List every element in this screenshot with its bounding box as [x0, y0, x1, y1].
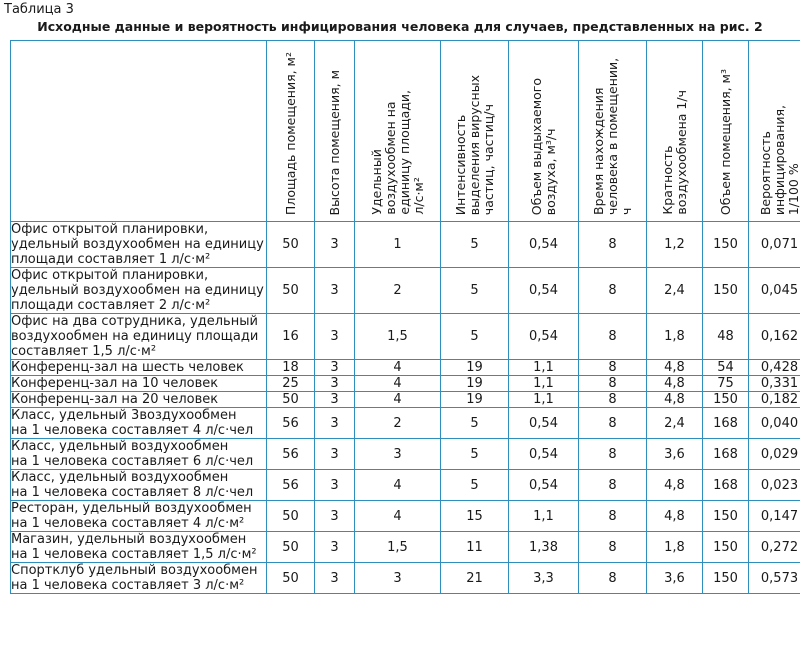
column-header-text: Объем выдыхаемого: [528, 77, 544, 215]
room-description-line: Класс, удельный воздухообмен: [11, 439, 229, 454]
value-cell: 1,5: [355, 532, 441, 563]
column-header-text: Время нахождения: [590, 87, 606, 215]
value-cell: 0,331: [749, 376, 800, 392]
value-cell: 8: [579, 268, 647, 314]
value-cell: 8: [579, 360, 647, 376]
value-cell: 8: [579, 392, 647, 408]
value-cell: 1,1: [509, 501, 579, 532]
table-row: [11, 439, 800, 470]
room-description-cell: [11, 439, 267, 470]
value-cell: 0,182: [749, 392, 800, 408]
column-header-text: воздухообмен на: [382, 101, 398, 215]
room-description-line: Офис открытой планировки,: [11, 222, 209, 237]
table-row: [11, 314, 800, 360]
room-description-line: Офис на два сотрудника, удельный: [11, 314, 258, 329]
column-header: [315, 41, 355, 222]
room-description-line: на 1 человека составляет 4 л/с·м²: [11, 516, 245, 531]
room-description-cell: [11, 360, 267, 376]
value-cell: 2,4: [647, 408, 703, 439]
value-cell: 50: [267, 392, 315, 408]
value-cell: 19: [441, 376, 509, 392]
value-cell: 8: [579, 222, 647, 268]
column-header-text: выделения вирусных: [466, 74, 482, 215]
value-cell: 5: [441, 470, 509, 501]
value-cell: 50: [267, 563, 315, 594]
value-cell: 168: [703, 470, 749, 501]
column-header: [579, 41, 647, 222]
value-cell: 0,162: [749, 314, 800, 360]
value-cell: 0,54: [509, 222, 579, 268]
value-cell: 3: [355, 563, 441, 594]
value-cell: 4,8: [647, 470, 703, 501]
room-description-cell: [11, 470, 267, 501]
value-cell: 150: [703, 222, 749, 268]
table-row: [11, 376, 800, 392]
value-cell: 0,54: [509, 439, 579, 470]
room-description-line: Конференц-зал на шесть человек: [11, 360, 244, 375]
value-cell: 0,272: [749, 532, 800, 563]
value-cell: 5: [441, 222, 509, 268]
data-table: [10, 40, 800, 594]
table-row: [11, 222, 800, 268]
value-cell: 11: [441, 532, 509, 563]
column-header: [267, 41, 315, 222]
value-cell: 3,6: [647, 439, 703, 470]
room-description-line: Конференц-зал на 20 человек: [11, 392, 219, 407]
column-header-text: Интенсивность: [452, 114, 468, 215]
value-cell: 1,1: [509, 376, 579, 392]
value-cell: 4,8: [647, 376, 703, 392]
room-description-line: на 1 человека составляет 1,5 л/с·м²: [11, 547, 257, 562]
value-cell: 1,8: [647, 314, 703, 360]
value-cell: 4: [355, 501, 441, 532]
table-title: Исходные данные и вероятность инфицирования человека для случаев, представленных на рис. 2: [37, 19, 763, 34]
value-cell: 8: [579, 408, 647, 439]
value-cell: 0,573: [749, 563, 800, 594]
value-cell: 2: [355, 268, 441, 314]
value-cell: 168: [703, 439, 749, 470]
value-cell: 150: [703, 392, 749, 408]
value-cell: 0,54: [509, 470, 579, 501]
table-row: [11, 470, 800, 501]
value-cell: 150: [703, 501, 749, 532]
room-description-cell: [11, 222, 267, 268]
value-cell: 0,147: [749, 501, 800, 532]
value-cell: 4: [355, 470, 441, 501]
value-cell: 150: [703, 563, 749, 594]
value-cell: 15: [441, 501, 509, 532]
value-cell: 4: [355, 360, 441, 376]
value-cell: 3: [315, 376, 355, 392]
value-cell: 3: [315, 532, 355, 563]
room-description-cell: [11, 563, 267, 594]
value-cell: 3,3: [509, 563, 579, 594]
value-cell: 25: [267, 376, 315, 392]
value-cell: 0,023: [749, 470, 800, 501]
value-cell: 8: [579, 376, 647, 392]
value-cell: 56: [267, 408, 315, 439]
value-cell: 0,54: [509, 408, 579, 439]
value-cell: 50: [267, 501, 315, 532]
value-cell: 1,8: [647, 532, 703, 563]
value-cell: 50: [267, 268, 315, 314]
value-cell: 4,8: [647, 360, 703, 376]
value-cell: 0,071: [749, 222, 800, 268]
column-header-text: инфицирования,: [771, 104, 787, 215]
header-row: [11, 41, 800, 222]
column-header: [749, 41, 800, 222]
room-description-line: площади составляет 2 л/с·м²: [11, 298, 211, 313]
value-cell: 19: [441, 360, 509, 376]
column-header-text: частиц, частиц/ч: [480, 103, 496, 215]
value-cell: 0,428: [749, 360, 800, 376]
room-description-line: составляет 1,5 л/с·м²: [11, 344, 157, 359]
room-description-line: удельный воздухообмен на единицу: [11, 283, 264, 298]
column-header: [647, 41, 703, 222]
table-row: [11, 501, 800, 532]
column-header-text: 1/100 %: [785, 163, 800, 215]
room-description-cell: [11, 532, 267, 563]
table-label: Таблица 3: [4, 2, 74, 17]
value-cell: 2: [355, 408, 441, 439]
room-description-line: Офис открытой планировки,: [11, 268, 209, 283]
value-cell: 48: [703, 314, 749, 360]
table-row: [11, 408, 800, 439]
value-cell: 8: [579, 563, 647, 594]
value-cell: 3: [355, 439, 441, 470]
table-row: [11, 360, 800, 376]
value-cell: 0,54: [509, 268, 579, 314]
column-header-text: Площадь помещения, м²: [282, 51, 298, 215]
column-header-text: Удельный: [368, 149, 384, 215]
room-description-cell: [11, 392, 267, 408]
value-cell: 16: [267, 314, 315, 360]
value-cell: 56: [267, 470, 315, 501]
column-header-text: Объем помещения, м³: [717, 68, 733, 215]
value-cell: 4: [355, 392, 441, 408]
value-cell: 3: [315, 314, 355, 360]
value-cell: 8: [579, 314, 647, 360]
value-cell: 21: [441, 563, 509, 594]
value-cell: 8: [579, 439, 647, 470]
value-cell: 150: [703, 532, 749, 563]
value-cell: 5: [441, 439, 509, 470]
value-cell: 3: [315, 408, 355, 439]
room-description-cell: [11, 268, 267, 314]
room-description-cell: [11, 501, 267, 532]
value-cell: 1,1: [509, 392, 579, 408]
room-description-line: Класс, удельный 3воздухообмен: [11, 408, 237, 423]
value-cell: 75: [703, 376, 749, 392]
value-cell: 1,1: [509, 360, 579, 376]
column-header-text: человека в помещении, ч: [604, 57, 634, 215]
value-cell: 4,8: [647, 501, 703, 532]
room-description-line: Ресторан, удельный воздухообмен: [11, 501, 252, 516]
column-header-text: Высота помещения, м: [326, 69, 342, 215]
room-description-line: воздухообмен на единицу площади: [11, 329, 259, 344]
room-description-line: на 1 человека составляет 8 л/с·чел: [11, 485, 254, 500]
room-description-line: Спортклуб удельный воздухообмен: [11, 563, 258, 578]
value-cell: 3: [315, 439, 355, 470]
value-cell: 5: [441, 408, 509, 439]
room-description-line: Класс, удельный воздухообмен: [11, 470, 229, 485]
room-description-cell: [11, 376, 267, 392]
value-cell: 3: [315, 563, 355, 594]
value-cell: 0,045: [749, 268, 800, 314]
value-cell: 50: [267, 532, 315, 563]
value-cell: 1: [355, 222, 441, 268]
room-description-line: на 1 человека составляет 3 л/с·м²: [11, 578, 245, 593]
value-cell: 3: [315, 501, 355, 532]
header-corner-cell: [11, 41, 267, 222]
value-cell: 8: [579, 501, 647, 532]
value-cell: 1,38: [509, 532, 579, 563]
room-description-line: площади составляет 1 л/с·м²: [11, 252, 211, 267]
value-cell: 3: [315, 470, 355, 501]
value-cell: 18: [267, 360, 315, 376]
value-cell: 3: [315, 222, 355, 268]
column-header-text: единицу площади,: [396, 90, 412, 215]
column-header-text: Вероятность: [757, 131, 773, 215]
value-cell: 50: [267, 222, 315, 268]
value-cell: 0,029: [749, 439, 800, 470]
column-header: [441, 41, 509, 222]
value-cell: 2,4: [647, 268, 703, 314]
value-cell: 0,54: [509, 314, 579, 360]
value-cell: 0,040: [749, 408, 800, 439]
column-header-text: воздуха, м³/ч: [542, 128, 558, 215]
room-description-line: Конференц-зал на 10 человек: [11, 376, 219, 391]
value-cell: 150: [703, 268, 749, 314]
value-cell: 8: [579, 532, 647, 563]
value-cell: 3: [315, 392, 355, 408]
column-header: [355, 41, 441, 222]
value-cell: 56: [267, 439, 315, 470]
column-header-text: воздухообмена 1/ч: [673, 90, 689, 215]
column-header-text: л/с·м²: [410, 177, 426, 215]
value-cell: 3: [315, 268, 355, 314]
room-description-cell: [11, 408, 267, 439]
column-header-text: Кратность: [659, 145, 675, 215]
room-description-line: на 1 человека составляет 6 л/с·чел: [11, 454, 254, 469]
value-cell: 1,2: [647, 222, 703, 268]
table-row: [11, 563, 800, 594]
value-cell: 4: [355, 376, 441, 392]
column-header: [703, 41, 749, 222]
room-description-cell: [11, 314, 267, 360]
value-cell: 4,8: [647, 392, 703, 408]
table-row: [11, 268, 800, 314]
value-cell: 5: [441, 268, 509, 314]
value-cell: 8: [579, 470, 647, 501]
room-description-line: Магазин, удельный воздухообмен: [11, 532, 247, 547]
value-cell: 1,5: [355, 314, 441, 360]
value-cell: 19: [441, 392, 509, 408]
value-cell: 54: [703, 360, 749, 376]
table-row: [11, 392, 800, 408]
column-header: [509, 41, 579, 222]
value-cell: 5: [441, 314, 509, 360]
table-body: [11, 222, 800, 594]
room-description-line: удельный воздухообмен на единицу: [11, 237, 264, 252]
value-cell: 168: [703, 408, 749, 439]
room-description-line: на 1 человека составляет 4 л/с·чел: [11, 423, 254, 438]
value-cell: 3: [315, 360, 355, 376]
table-row: [11, 532, 800, 563]
value-cell: 3,6: [647, 563, 703, 594]
